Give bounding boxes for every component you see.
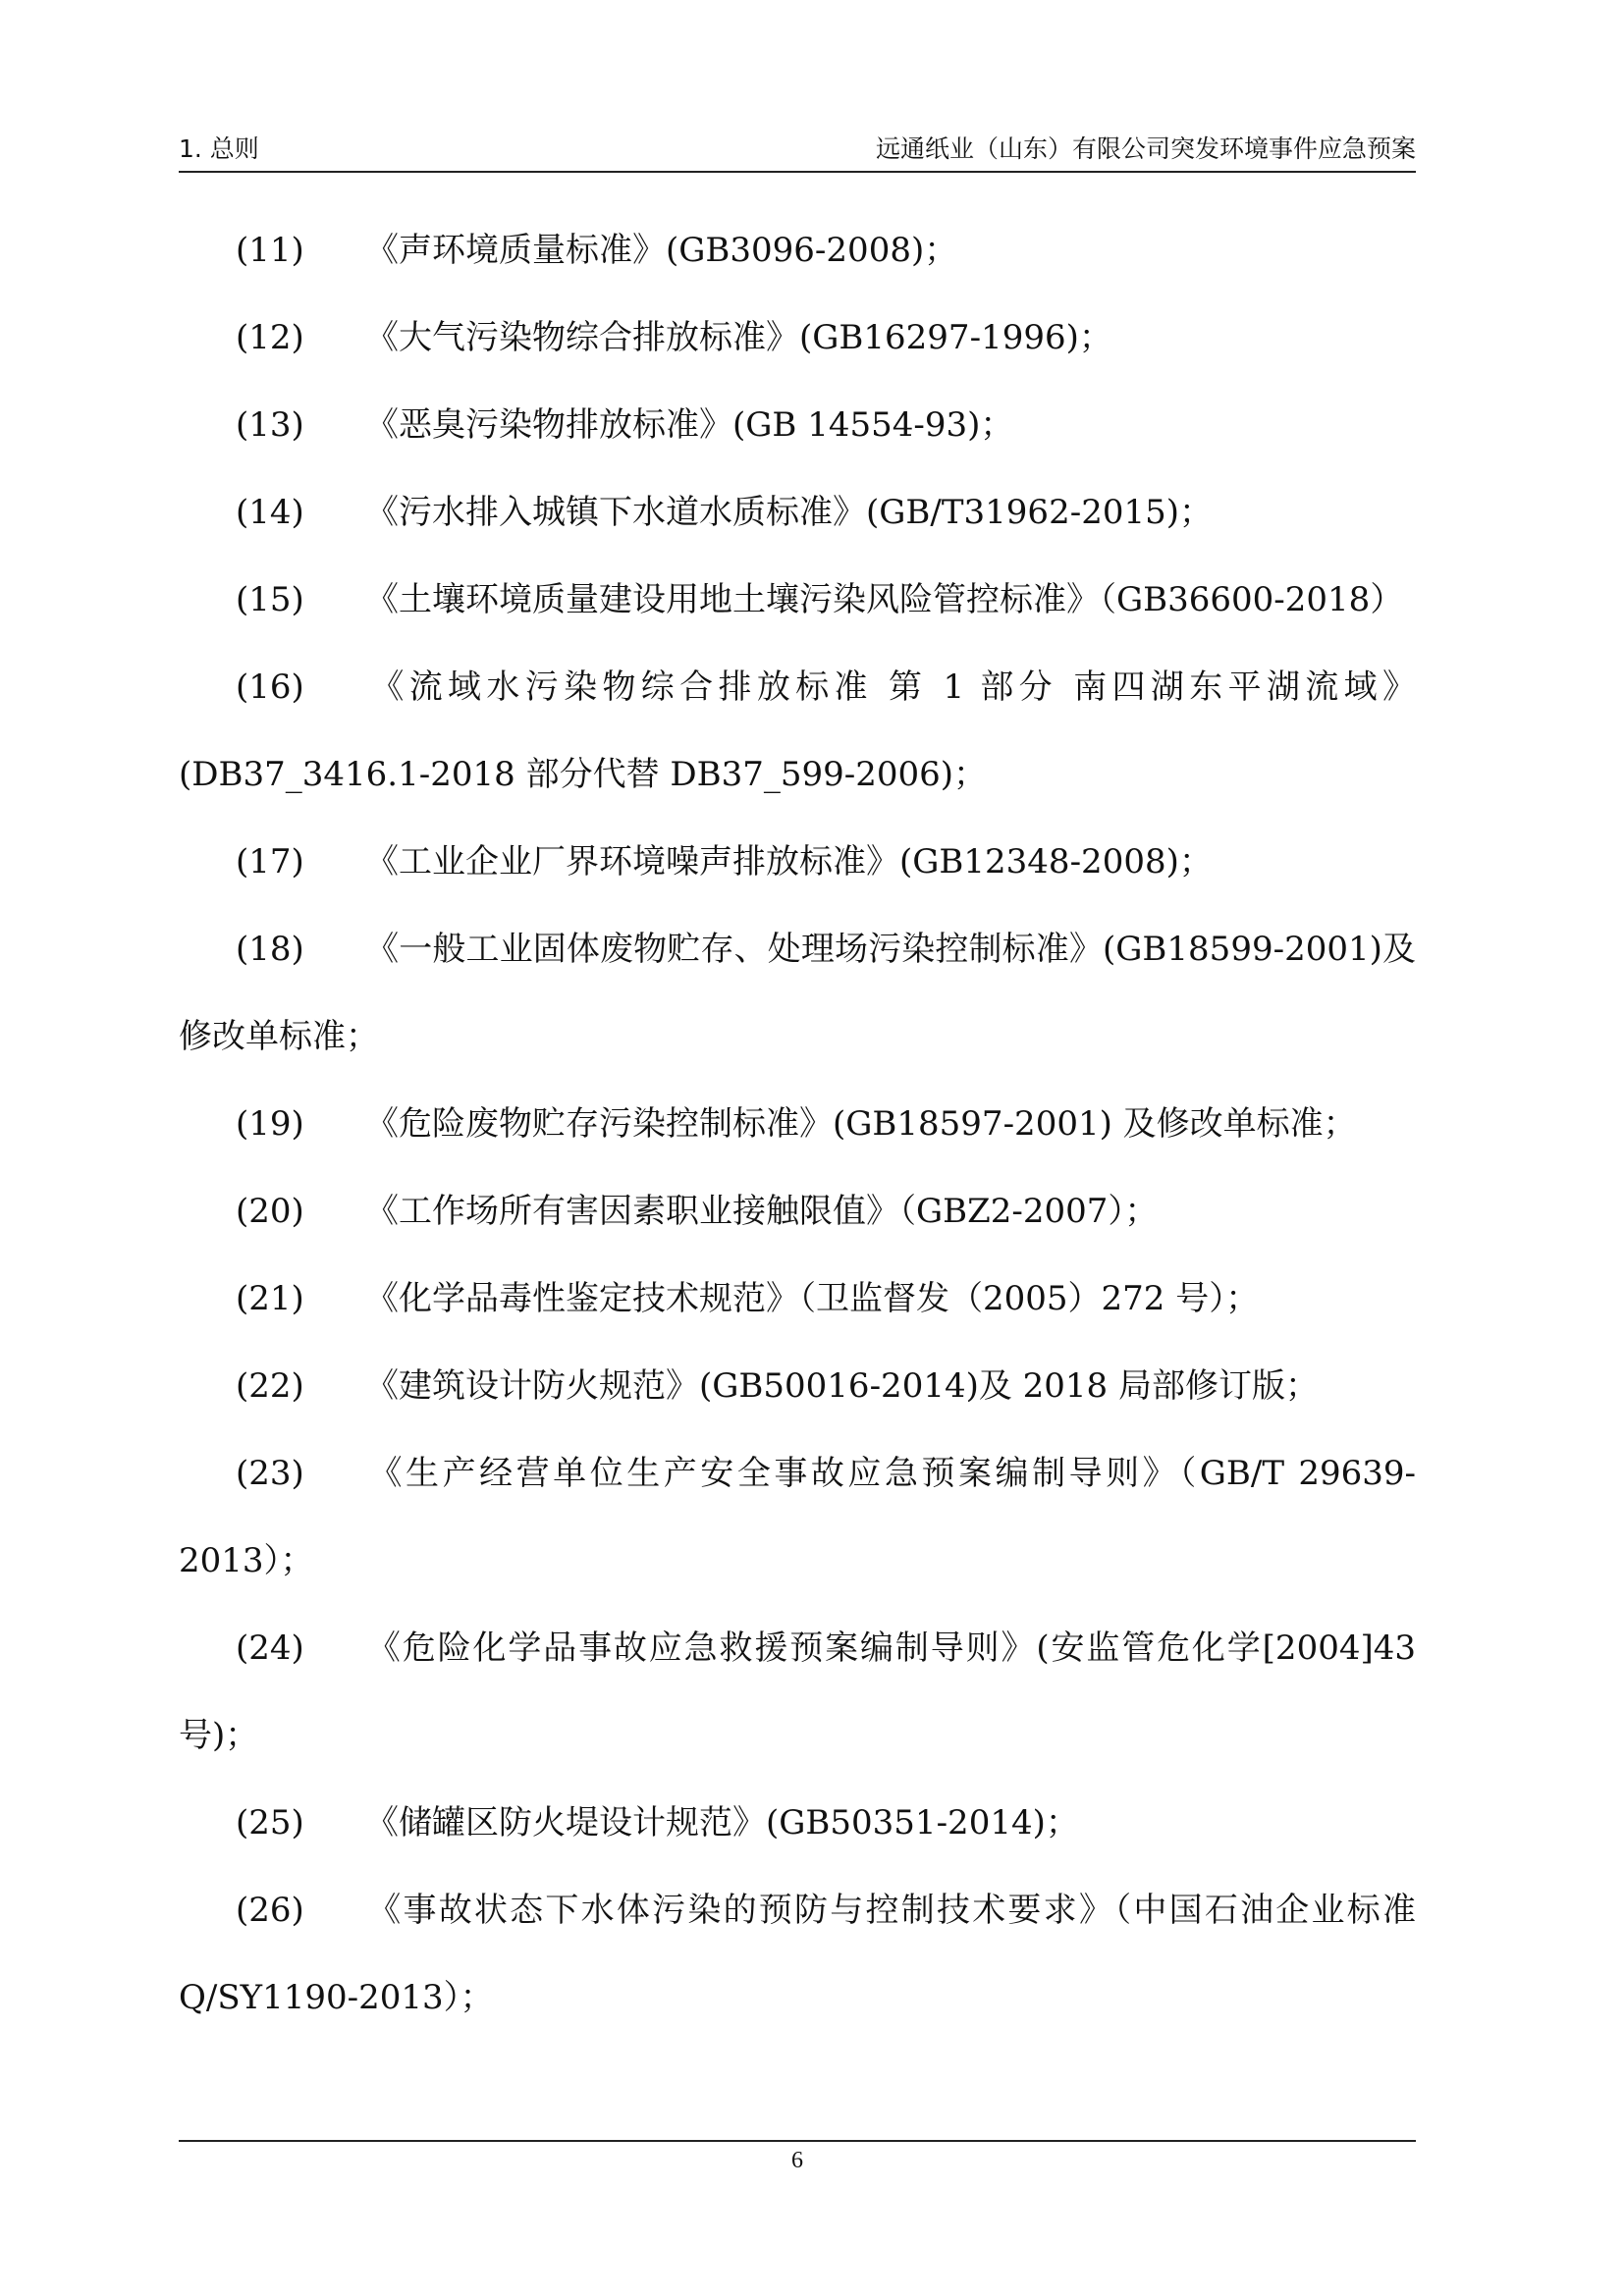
page-number: 6 (791, 2148, 803, 2173)
list-item (179, 1255, 1416, 1343)
item-text: 《声环境质量标准》(GB3096-2008)； (365, 231, 958, 270)
item-number: (26) (236, 1891, 304, 1930)
standards-list (179, 207, 1416, 2042)
list-item (179, 1343, 1416, 1430)
item-number: (21) (236, 1279, 304, 1318)
list-item (179, 207, 1416, 294)
item-text: 《一般工业固体废物贮存、处理场污染控制标准》(GB18599-2001)及修改单标准； (179, 930, 1416, 1056)
item-number: (13) (236, 405, 304, 445)
item-text: 《流域水污染物综合排放标准 第 1 部分 南四湖东平湖流域》(DB37_3416.1-2018 部分代替 DB37_599-2006)； (179, 667, 1416, 794)
list-item (179, 819, 1416, 906)
item-number: (17) (236, 842, 304, 881)
item-text: 《危险化学品事故应急救援预案编制导则》(安监管危化学[2004]43 号)； (179, 1629, 1416, 1755)
item-number: (18) (236, 930, 304, 969)
list-item (179, 1081, 1416, 1168)
item-number: (25) (236, 1803, 304, 1842)
item-text: 《污水排入城镇下水道水质标准》(GB/T31962-2015)； (365, 493, 1213, 532)
list-item (179, 1867, 1416, 2042)
item-number: (22) (236, 1366, 304, 1406)
item-number: (16) (236, 667, 304, 707)
item-number: (24) (236, 1629, 304, 1668)
list-item (179, 644, 1416, 819)
list-item (179, 1780, 1416, 1867)
item-number: (14) (236, 493, 304, 532)
page-footer (179, 2140, 1416, 2174)
item-number: (20) (236, 1192, 304, 1231)
item-text: 《储罐区防火堤设计规范》(GB50351-2014)； (365, 1803, 1079, 1842)
list-item (179, 382, 1416, 469)
item-number: (11) (236, 231, 304, 270)
list-item (179, 1430, 1416, 1605)
item-number: (19) (236, 1104, 304, 1144)
list-item (179, 557, 1416, 644)
item-text: 《化学品毒性鉴定技术规范》（卫监督发（2005）272 号）； (365, 1279, 1260, 1318)
page-header (179, 135, 1416, 173)
header-doc-title: 远通纸业（山东）有限公司突发环境事件应急预案 (875, 134, 1416, 163)
list-item (179, 469, 1416, 557)
list-item (179, 1168, 1416, 1255)
item-text: 《生产经营单位生产安全事故应急预案编制导则》（GB/T 29639-2013）； (179, 1454, 1416, 1580)
item-text: 《工作场所有害因素职业接触限值》（GBZ2-2007）； (365, 1192, 1159, 1231)
item-text: 《大气污染物综合排放标准》(GB16297-1996)； (365, 318, 1112, 357)
item-text: 《恶臭污染物排放标准》(GB 14554-93)； (365, 405, 1014, 445)
item-number: (23) (236, 1454, 304, 1493)
item-text: 《建筑设计防火规范》(GB50016-2014)及 2018 局部修订版； (365, 1366, 1319, 1406)
item-number: (15) (236, 580, 304, 619)
item-number: (12) (236, 318, 304, 357)
header-section: 1. 总则 (179, 134, 259, 163)
list-item (179, 1605, 1416, 1780)
item-text: 《工业企业厂界环境噪声排放标准》(GB12348-2008)； (365, 842, 1213, 881)
list-item (179, 294, 1416, 382)
item-text: 《危险废物贮存污染控制标准》(GB18597-2001) 及修改单标准； (365, 1104, 1357, 1144)
item-text: 《事故状态下水体污染的预防与控制技术要求》（中国石油企业标准 Q/SY1190-2013）； (179, 1891, 1416, 2017)
item-text: 《土壤环境质量建设用地土壤污染风险管控标准》（GB36600-2018） (365, 580, 1404, 619)
list-item (179, 906, 1416, 1081)
